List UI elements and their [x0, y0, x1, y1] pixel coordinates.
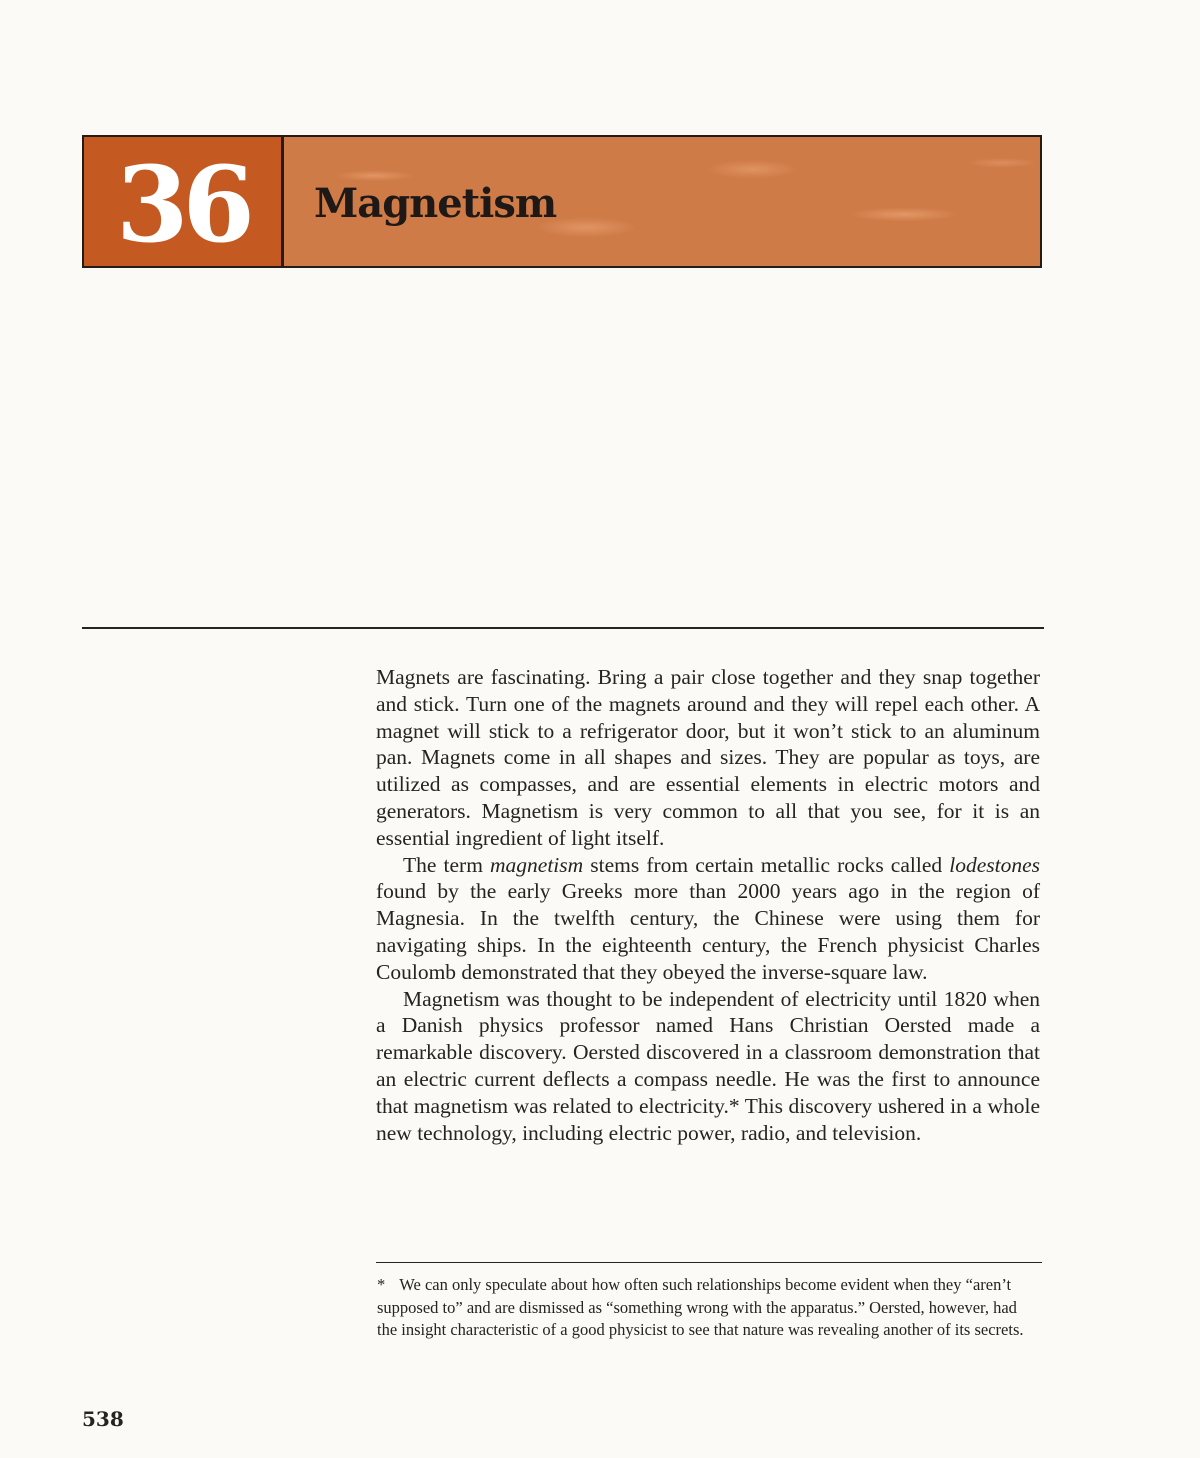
chapter-title-box: [284, 137, 1040, 266]
page-number: 538: [82, 1407, 124, 1431]
term-magnetism: magnetism: [490, 852, 584, 877]
term-lodestones: lodestones: [949, 852, 1041, 877]
paragraph-2-part-1: The term: [403, 852, 491, 877]
footnote-mark: *: [377, 1275, 386, 1294]
paragraph-1: Magnets are fascinating. Bring a pair close together and they snap together and stick. Turn one of the magnets around and they will repel each other. A magnet will stick to a refrigerator door, but it won’t stick to an aluminum pan. Magnets come in all shapes and sizes. They are popular as toys, are utilized as compasses, and are essential elements in electric motors and generators. Magnetism is very common to all that you see, for it is an essential ingredient of light itself.: [376, 665, 1040, 850]
chapter-number-box: [84, 137, 284, 266]
paragraph-2-part-3: found by the early Greeks more than 2000 years ago in the region of Magnesia. In the twelfth century, the Chinese were using them for navigating ships. In the eighteenth century, the French physicist Charles Coulomb demonstrated that they obeyed the inverse-square law.: [376, 879, 1040, 984]
chapter-title: Magnetism: [314, 180, 557, 227]
footnote: [377, 1274, 1041, 1342]
paragraph-2: [376, 852, 1040, 986]
body-text: [376, 664, 1040, 1146]
footnote-text: We can only speculate about how often such relationships become evident when they “aren’t supposed to” and are dismissed as “something wrong with the apparatus.” Oersted, however, had the insight characteristic of a good physicist to see that nature was revealing another of its secrets.: [377, 1275, 1024, 1340]
paragraph-3: Magnetism was thought to be independent of electricity until 1820 when a Danish physics professor named Hans Christian Oersted made a remarkable discovery. Oersted discovered in a classroom demonstration that an electric current deflects a compass needle. He was the first to announce that magnetism was related to electricity.* This discovery ushered in a whole new technology, including electric power, radio, and television.: [376, 986, 1040, 1145]
chapter-number: 36: [116, 142, 249, 266]
footnote-divider: [376, 1262, 1042, 1263]
chapter-banner: [82, 135, 1042, 268]
paragraph-2-part-2: stems from certain metallic rocks called: [583, 852, 950, 877]
section-divider: [82, 627, 1044, 629]
